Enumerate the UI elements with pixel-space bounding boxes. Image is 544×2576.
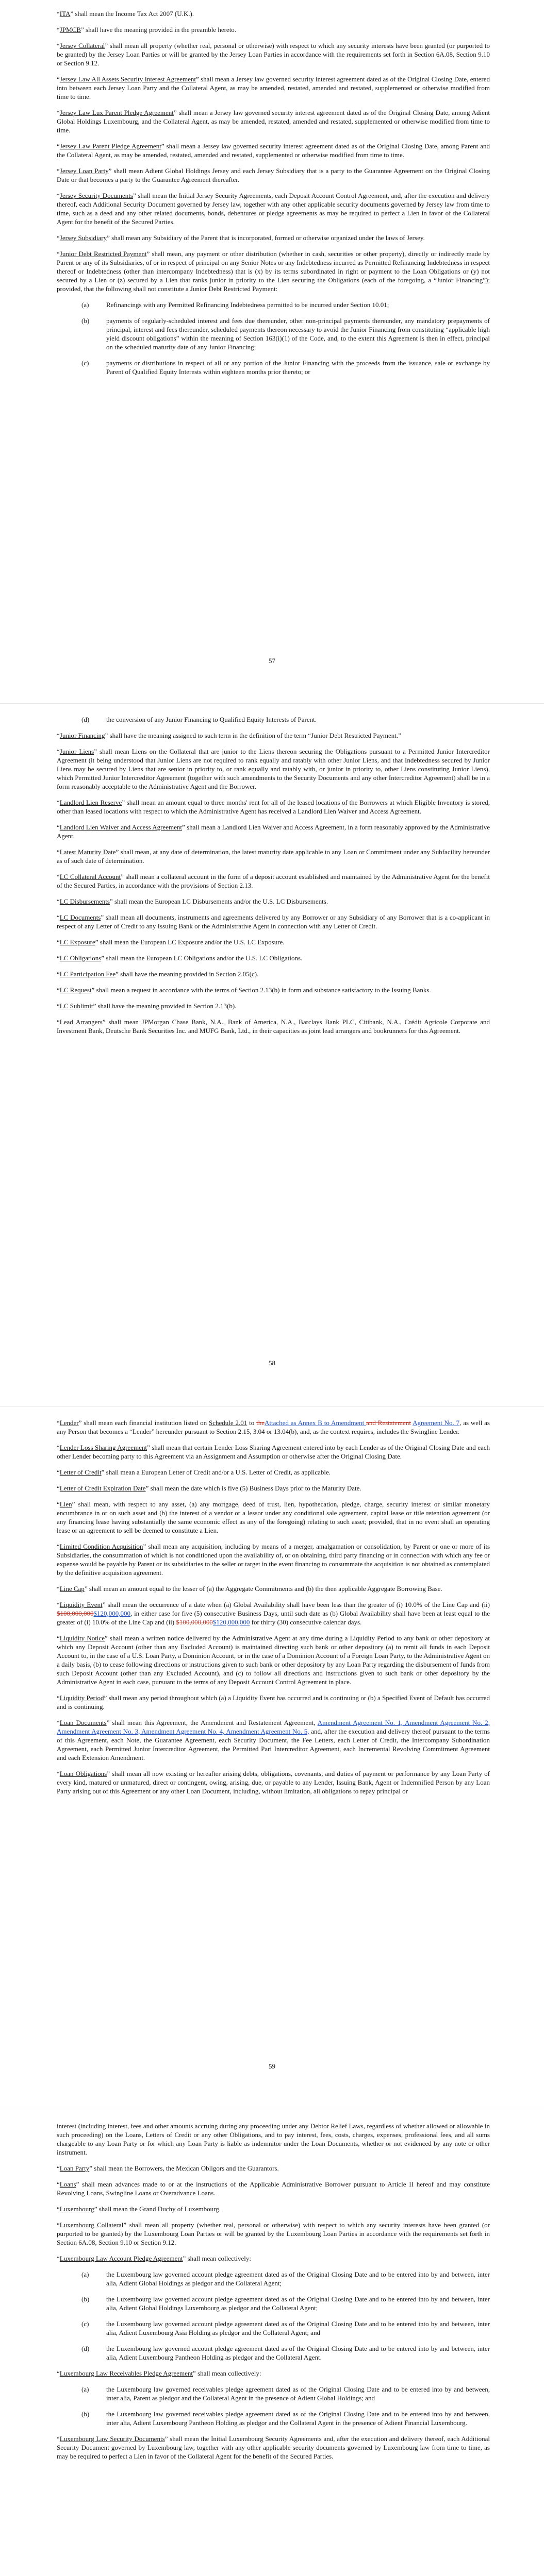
definition: “Luxembourg” shall mean the Grand Duchy of Luxembourg. [57, 2205, 221, 2213]
definition: “Liquidity Notice” shall mean a written notice delivered by the Administrative Agent at any time during a Liquidity Period to any bank or other depository at which any Deposit Account (other than any Excluded Account) is maintained directing such bank or other depository (a) to remit all funds in each Deposit Account to, in the case of a U.S. Loan Party, a Dominion Account, or in the case of a Dominion Account of a Foreign Loan Party, to the Administrative Agent on a daily basis, (b) to cease following directions or instructions given to such bank or other depository by any Loan Party regarding the disbursement of funds from such Deposit Account (other than any Excluded Account), and (c) to follow all directions and instructions given to such bank or other depository by the Administrative Agent in each case, pursuant to the terms of any Deposit Account Control Agreement in place. [57, 1634, 490, 1686]
definition: “Jersey Collateral” shall mean all property (whether real, personal or otherwise) with respect to which any security interests have been granted (or purported to be granted) by the Jersey Loan Parties or will be granted by the Jersey Loan Parties in accordance with the requirements set forth in Section 6A.08, Section 9.10 or Section 9.12. [57, 42, 490, 67]
definition: “Letter of Credit” shall mean a European Letter of Credit and/or a U.S. Letter of Credit, as applicable. [57, 1468, 331, 1476]
definition: “Jersey Security Documents” shall mean the Initial Jersey Security Agreements, each Deposit Account Control Agreement, and, after the execution and delivery thereof, each Additional Security Document governed by Jersey law, together with any other applicable security documents governed by Jersey law from time to time, such as a deed and any other related documents, bonds, debentures or pledge agreements as may be required to perfect a Lien in favor of the Collateral Agent for the benefit of the Secured Parties. [57, 192, 490, 226]
definition: “Lead Arrangers” shall mean JPMorgan Chase Bank, N.A., Bank of America, N.A., Barclays Bank PLC, Citibank, N.A., Crédit Agricole Corporate and Investment Bank, Deutsche Bank Securities Inc. and MUFG Bank, Ltd., in their capacities as joint lead arrangers and bookrunners for this Agreement. [57, 1018, 490, 1035]
deleted-text: $100,000,000 [57, 1609, 94, 1617]
inserted-text: $120,000,000 [212, 1618, 250, 1626]
definition: “Jersey Law Parent Pledge Agreement” shall mean a Jersey law governed security interest agreement dated as of the Original Closing Date, among Parent and the Collateral Agent, as may be amended, restated, amended and restated, supplemented or otherwise modified from time to time. [57, 142, 490, 159]
definition: “JPMCB” shall have the meaning provided in the preamble hereto. [57, 26, 237, 33]
clause-item: (c) payments or distributions in respect of all or any portion of the Junior Financing with the proceeds from the issuance, sale or exchange by Parent of Qualified Equity Interests within eighteen months prior thereto; or [81, 359, 490, 376]
definition: “Junior Debt Restricted Payment” shall mean, any payment or other distribution (whether in cash, securities or other property), directly or indirectly made by Parent or any of its Subsidiaries, of or in respect of principal on any Senior Notes or any Indebtedness incurred as Permitted Refinancing Indebtedness in respect thereof or Indebtedness (other than intercompany Indebtedness) that is (x) by its terms subordinated in right or payment to the Loan Obligations or (y) not secured by a Lien or (z) secured by a Lien that ranks junior in priority to the Lien securing the Obligations (each of the foregoing, a “Junior Financing”); provided, that the following shall not constitute a Junior Debt Restricted Payment: [57, 250, 490, 293]
page-number: 59 [269, 2062, 275, 2070]
definition: “Landlord Lien Waiver and Access Agreement” shall mean a Landlord Lien Waiver and Access Agreement, in a form reasonably approved by the Administrative Agent. [57, 823, 490, 840]
inserted-text: Agreement No. 7 [413, 1419, 460, 1427]
definition: “LC Request” shall mean a request in accordance with the terms of Section 2.13(b) in form and substance satisfactory to the Issuing Banks. [57, 986, 431, 994]
clause-item: (b) the Luxembourg law governed account pledge agreement dated as of the Original Closing Date and to be entered into by and between, inter alia, Adient Global Holdings Luxembourg as pledgor and the Collateral Agent; [81, 2295, 490, 2312]
definition: “LC Sublimit” shall have the meaning provided in Section 2.13(b). [57, 1002, 237, 1010]
page-57 [0, 0, 544, 703]
definition: “Lien” shall mean, with respect to any asset, (a) any mortgage, deed of trust, lien, hypothecation, pledge, charge, security interest or similar monetary encumbrance in or on such asset and (b) the interest of a vendor or a lessor under any conditional sale agreement, capital lease or title retention agreement (or any financing lease having substantially the same economic effect as any of the foregoing) relating to such asset; provided, that in no event shall an operating lease or an agreement to sell be deemed to constitute a Lien. [57, 1500, 490, 1534]
definition: “Letter of Credit Expiration Date” shall mean the date which is five (5) Business Days prior to the Maturity Date. [57, 1484, 361, 1492]
definition: “LC Obligations” shall mean the European LC Obligations and/or the U.S. LC Obligations. [57, 954, 303, 962]
clause-item: (a) the Luxembourg law governed receivables pledge agreement dated as of the Original Closing Date and to be entered into by and between, inter alia, Parent as pledgor and the Collateral Agent in the presence of Adient Global Holdings; and [81, 2385, 490, 2402]
definition: “LC Participation Fee” shall have the meaning provided in Section 2.05(c). [57, 970, 259, 978]
clause-item: (a) the Luxembourg law governed account pledge agreement dated as of the Original Closing Date and to be entered into by and between, inter alia, Adient Global Holdings as pledgor and the Collateral Agent; [81, 2270, 490, 2287]
page-59 [0, 1407, 544, 2110]
clause-item: (d) the conversion of any Junior Financing to Qualified Equity Interests of Parent. [81, 716, 317, 723]
definition: “Luxembourg Law Account Pledge Agreement” shall mean collectively: [57, 2255, 252, 2262]
definition: “Jersey Law All Assets Security Interest Agreement” shall mean a Jersey law governed security interest agreement dated as of the Original Closing Date, entered into between each Jersey Loan Party and the Collateral Agent, as may be amended, restated, amended and restated, supplemented or otherwise modified from time to time. [57, 75, 490, 100]
definition: “Jersey Subsidiary” shall mean any Subsidiary of the Parent that is incorporated, formed or otherwise organized under the laws of Jersey. [57, 234, 425, 242]
page-number: 57 [269, 657, 275, 665]
definition: “Junior Financing” shall have the meaning assigned to such term in the definition of the term “Junior Debt Restricted Payment.” [57, 732, 401, 739]
deleted-text: $100,000,000 [176, 1618, 213, 1626]
definition-lender: “Lender” shall mean each financial institution listed on Schedule 2.01 to theAttached as Annex B to Amendment and Restatement Agreement No. 7, as well as any Person that becomes a “Lender” hereunder pursuant to Section 2.15, 3.04 or 13.04(b), and, as the context requires, includes the Swingline Lender. [57, 1419, 490, 1435]
clause-item: (b) payments of regularly-scheduled interest and fees due thereunder, other non-principal payments thereunder, any mandatory prepayments of principal, interest and fees thereunder, scheduled payments thereon necessary to avoid the Junior Financing from constituting “applicable high yield discount obligations” within the meaning of Section 163(i)(1) of the Code, and, to the extent this Agreement is then in effect, principal on the scheduled maturity date of any Junior Financing; [81, 317, 490, 351]
clause-item: (c) the Luxembourg law governed account pledge agreement dated as of the Original Closing Date and to be entered into by and between, inter alia, Adient Luxembourg Asia Holding as pledgor and the Collateral Agent; and [81, 2320, 490, 2336]
definition: “Limited Condition Acquisition” shall mean any acquisition, including by means of a merger, amalgamation or consolidation, by Parent or one or more of its Subsidiaries, the consummation of which is not conditioned upon the availability of, or on obtaining, third party financing or in connection with which any fee or expense would be payable by Parent or its subsidiaries to the seller or target in the event financing to consummate the acquisition is not obtained as contemplated by the definitive acquisition agreement. [57, 1543, 490, 1577]
page-57-body [57, 9, 490, 383]
definition: “Latest Maturity Date” shall mean, at any date of determination, the latest maturity date applicable to any Loan or Commitment under any Subfacility hereunder as of such date of determination. [57, 848, 490, 865]
page-59-body [57, 1418, 490, 1803]
page-58-body [57, 715, 490, 1042]
deleted-text: the [256, 1419, 265, 1427]
inserted-text: Amendment Agreement No. 1, Amendment Agreement No. 2, Amendment Agreement No. 3, Amendment Agreement No. 4, Amendment Agreement No. 5, [57, 1719, 490, 1735]
definition: “LC Documents” shall mean all documents, instruments and agreements delivered by any Borrower or any Subsidiary of any Borrower that is a co-applicant in respect of any Letter of Credit to any Issuing Bank or the Administrative Agent in connection with any Letter of Credit. [57, 913, 490, 930]
definition: “Lender Loss Sharing Agreement” shall mean that certain Lender Loss Sharing Agreement entered into by each Lender as of the Original Closing Date and each other Lender becoming party to this Agreement via an Assignment and Assumption or otherwise after the Original Closing Date. [57, 1444, 490, 1460]
definition: “Loan Party” shall mean the Borrowers, the Mexican Obligors and the Guarantors. [57, 2164, 279, 2172]
definition: “Luxembourg Collateral” shall mean all property (whether real, personal or otherwise) with respect to which any security interests have been granted (or purported to be granted) by the Luxembourg Loan Parties or will be granted by the Luxembourg Loan Parties in accordance with the requirements set forth in Section 6A.08, Section 9.10 or Section 9.12. [57, 2221, 490, 2246]
clause-item: (d) the Luxembourg law governed account pledge agreement dated as of the Original Closing Date and to be entered into by and between, inter alia, Adient Luxembourg Pantheon Holding as pledgor and the Collateral Agent. [81, 2345, 490, 2361]
definition: “Jersey Law Lux Parent Pledge Agreement” shall mean a Jersey law governed security interest agreement dated as of the Original Closing Date, among Adient Global Holdings Luxembourg, and the Collateral Agent, as may be amended, restated, amended and restated, supplemented or otherwise modified from time to time. [57, 109, 490, 134]
definition-loan-documents: “Loan Documents” shall mean this Agreement, the Amendment and Restatement Agreement, Amendment Agreement No. 1, Amendment Agreement No. 2, Amendment Agreement No. 3, Amendment Agreement No. 4, Amendment Agreement No. 5, and, after the execution and delivery thereof pursuant to the terms of this Agreement, each Note, the Guarantee Agreement, each Security Document, the Fee Letters, each Letter of Credit, the Intercompany Subordination Agreement, each Permitted Junior Intercreditor Agreement, the Permitted Pari Intercreditor Agreement, each Incremental Revolving Commitment Agreement and each Extension Amendment. [57, 1719, 490, 1761]
page-60 [0, 2110, 544, 2576]
definition: “ITA” shall mean the Income Tax Act 2007 (U.K.). [57, 10, 194, 18]
inserted-text: Attached as Annex B to Amendment [264, 1419, 367, 1427]
definition: “LC Disbursements” shall mean the European LC Disbursements and/or the U.S. LC Disbursements. [57, 897, 328, 905]
page-number: 58 [269, 1359, 275, 1367]
definition: “Loans” shall mean advances made to or at the instructions of the Applicable Administrative Borrower pursuant to Article II hereof and may constitute Revolving Loans, Swingline Loans or Overadvance Loans. [57, 2180, 490, 2197]
definition: “Liquidity Period” shall mean any period throughout which (a) a Liquidity Event has occurred and is continuing or (b) a Specified Event of Default has occurred and is continuing. [57, 1694, 490, 1710]
clause-item: (a) Refinancings with any Permitted Refinancing Indebtedness permitted to be incurred under Section 10.01; [81, 301, 389, 309]
page-58 [0, 704, 544, 1406]
definition: “Loan Obligations” shall mean all now existing or hereafter arising debts, obligations, covenants, and duties of payment or performance by any Loan Party of every kind, matured or unmatured, direct or contingent, owing, arising, due, or payable to any Lender, Issuing Bank, Agent or Indemnified Person by any Loan Party arising out of this Agreement or any other Loan Document, including, without limitation, all obligations to repay principal or [57, 1770, 490, 1795]
definition: “Luxembourg Law Receivables Pledge Agreement” shall mean collectively: [57, 2369, 261, 2377]
page-60-body [57, 2122, 490, 2468]
definition: “Line Cap” shall mean an amount equal to the lesser of (a) the Aggregate Commitments and (b) the then applicable Aggregate Borrowing Base. [57, 1585, 442, 1592]
definition: “LC Collateral Account” shall mean a collateral account in the form of a deposit account established and maintained by the Administrative Agent for the benefit of the Secured Parties, in accordance with the provisions of Section 2.13. [57, 873, 490, 889]
definition: “LC Exposure” shall mean the European LC Exposure and/or the U.S. LC Exposure. [57, 938, 285, 946]
definition: “Jersey Loan Party” shall mean Adient Global Holdings Jersey and each Jersey Subsidiary that is a party to the Guarantee Agreement on the Original Closing Date or that becomes a party to the Guarantee Agreement thereafter. [57, 167, 490, 183]
deleted-text: and Restatement [366, 1419, 411, 1427]
inserted-text: $120,000,000 [93, 1609, 130, 1617]
definition: “Landlord Lien Reserve” shall mean an amount equal to three months' rent for all of the leased locations of the Borrowers at which Eligible Inventory is stored, other than leased locations with respect to which the Administrative Agent has received a Landlord Lien Waiver and Access Agreement. [57, 799, 490, 815]
clause-item: (b) the Luxembourg law governed receivables pledge agreement dated as of the Original Closing Date and to be entered into by and between, inter alia, Adient Luxembourg Pantheon Holding as pledgor and the Collateral Agent in the presence of Adient Financial Luxembourg. [81, 2410, 490, 2427]
definition-liquidity-event: “Liquidity Event” shall mean the occurrence of a date when (a) Global Availability shall have been less than the greater of (i) 10.0% of the Line Cap and (ii) $100,000,000$120,000,000, in either case for five (5) consecutive Business Days, until such date as (b) Global Availability shall have been at least equal to the greater of (i) 10.0% of the Line Cap and (ii) $100,000,000$120,000,000 for thirty (30) consecutive calendar days. [57, 1601, 490, 1626]
continuation-text: interest (including interest, fees and other amounts accruing during any proceeding under any Debtor Relief Laws, regardless of whether allowed or allowable in such proceeding) on the Loans, Letters of Credit or any other Obligations, and to pay interest, fees, costs, charges, expenses, professional fees, and all sums chargeable to any Loan Party or for which any Loan Party is liable as indemnitor under the Loan Documents, whether or not evidenced by any note or other instrument. [57, 2122, 490, 2156]
definition: “Luxembourg Law Security Documents” shall mean the Initial Luxembourg Security Agreements and, after the execution and delivery thereof, each Additional Security Document governed by Luxembourg law, together with any other applicable security documents governed by Luxembourg law from time to time, as may be required to perfect a Lien in favor of the Collateral Agent for the benefit of the Secured Parties. [57, 2435, 490, 2460]
definition: “Junior Liens” shall mean Liens on the Collateral that are junior to the Liens thereon securing the Obligations pursuant to a Permitted Junior Intercreditor Agreement (it being understood that Junior Liens are not required to rank equally and ratably with other Junior Liens, and that Indebtedness secured by Junior Liens may be secured by Liens that are senior in priority to, or rank equally and ratably with, or junior in priority to, other Liens constituting Junior Liens), which Permitted Junior Intercreditor Agreement (together with such amendments to the Security Documents and any other Intercreditor Agreement) shall be in a form reasonably acceptable to the Administrative Agent and the Borrower. [57, 748, 490, 790]
